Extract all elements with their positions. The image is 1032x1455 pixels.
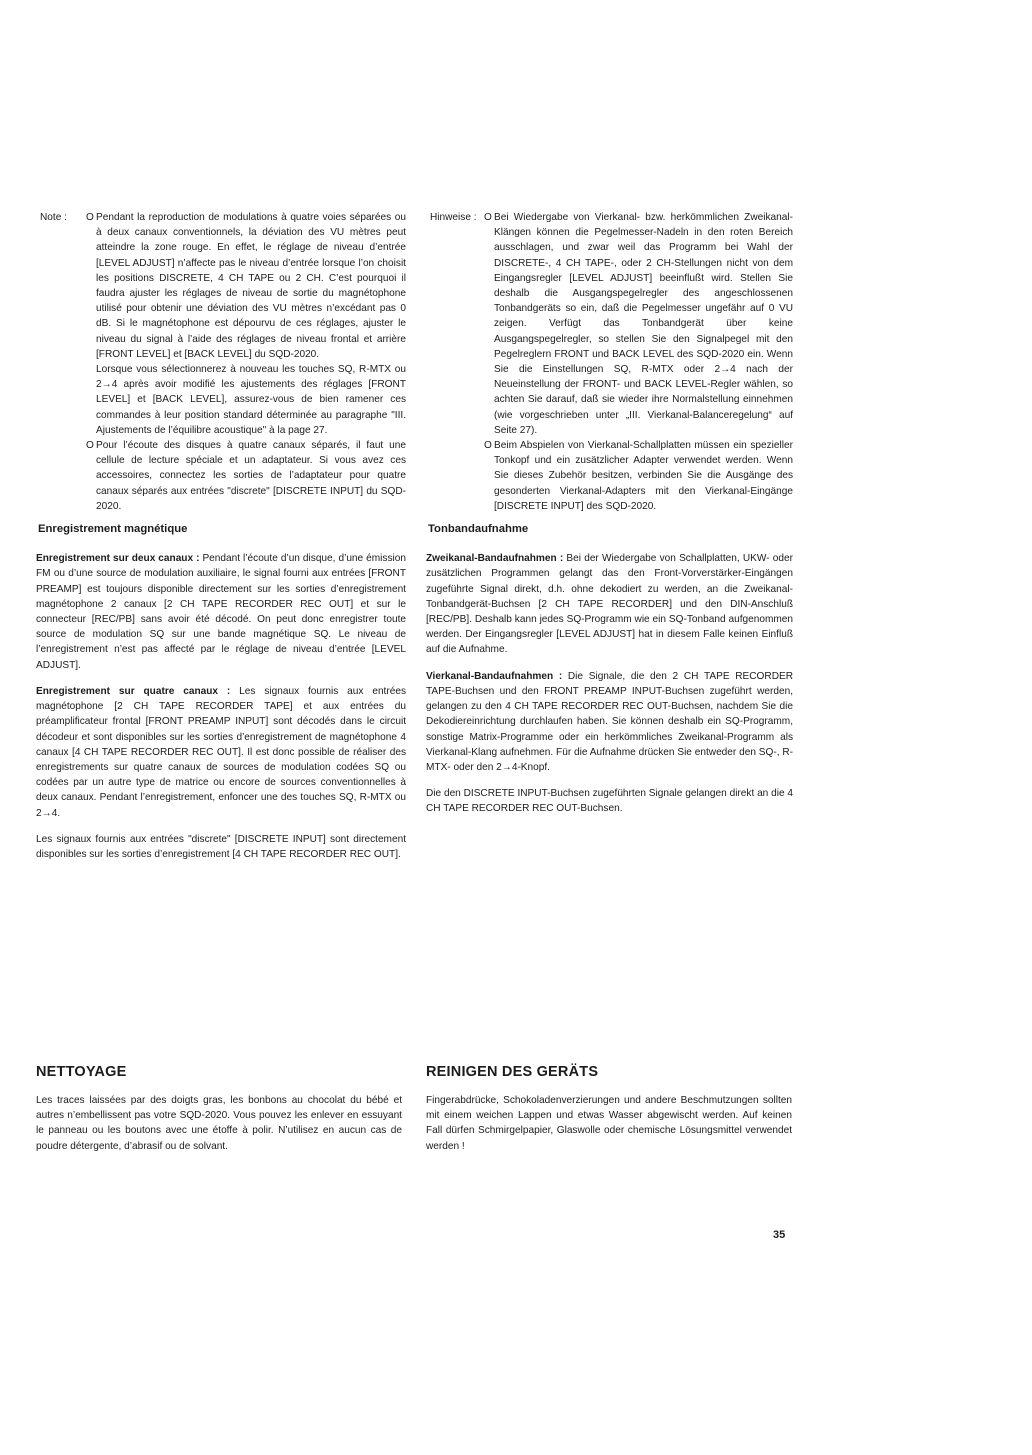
german-rec-discrete: Die den DISCRETE INPUT-Buchsen zugeführten Signale gelangen direkt an die 4 CH TAPE RECORDER REC OUT-Buchsen.: [426, 788, 793, 815]
french-note-block: [36, 210, 406, 514]
german-rec-four-channel: [426, 669, 793, 775]
german-rec-four-text: Die Signale, die den 2 CH TAPE RECORDER TAPE-Buchsen und den FRONT PREAMP INPUT-Buchsen zugeführt werden, gelangen zu den 4 CH TAPE RECORDER REC OUT-Buchsen, nachdem Sie die Dekodiereinrichtung durchlaufen haben. Sie können deshalb ein SQ-Programm, sonstige Matrix-Programme oder ein herkömmliches Zweikanal-Programm als Vierkanal-Klang aufnehmen. Für die Aufnahme drücken Sie entweder den SQ-, R-MTX- oder den 2→4-Knopf.: [426, 670, 793, 773]
french-rec-four-channel: [36, 684, 406, 821]
french-note-bullet-1-extra: Lorsque vous sélectionnerez à nouveau les touches SQ, R-MTX ou 2→4 après avoir modifié les ajustements des réglages [FRONT LEVEL] et [BACK LEVEL], assurez-vous de bien ramener ces commandes à leur position standard déterminée au paragraphe "III. Ajustements de l’équilibre acoustique" à la page 27.: [96, 364, 406, 436]
french-rec-two-lead: Enregistrement sur deux canaux :: [36, 553, 200, 565]
french-rec-two-text: Pendant l’écoute d’un disque, d’une émission FM ou d’une source de modulation auxiliaire, le signal fourni aux entrées [FRONT PREAMP] est toujours disponible directement sur les sorties d’enregistrement magnétophone 2 canaux [2 CH TAPE RECORDER REC OUT] et sur le connecteur [REC/PB] sans avoir été décodé. On peut donc enregistrer toute source de modulation SQ sur une bande magnétique SQ. Le niveau de l’enregistrement n’est pas affecté par le réglage de niveau d’entrée [LEVEL ADJUST].: [36, 553, 406, 671]
french-cleaning-title: NETTOYAGE: [36, 1064, 127, 1080]
bullet-mark: O: [484, 440, 492, 452]
french-rec-two-channel: [36, 551, 406, 673]
german-note-bullet-2: [484, 438, 793, 514]
german-note-block: [426, 210, 793, 514]
french-rec-four-text: Les signaux fournis aux entrées magnétophone [2 CH TAPE RECORDER TAPE] et aux entrées du préamplificateur frontal [FRONT PREAMP INPUT] sont décodés dans le circuit décodeur et sont disponibles sur les sorties d’enregistrement de magnétophone 4 canaux [4 CH TAPE RECORDER REC OUT]. Il est donc possible de réaliser des enregistrements sur quatre canaux de sources de modulation codées SQ ou codées par un autre type de matrice ou encore de sources conventionnelles à deux canaux. Pendant l’enregistrement, enfoncer une des touches SQ, R-MTX ou 2→4.: [36, 685, 406, 819]
french-rec-discrete: Les signaux fournis aux entrées "discrete" [DISCRETE INPUT] sont directement disponibles sur les sorties d’enregistrement [4 CH TAPE RECORDER REC OUT].: [36, 833, 406, 860]
german-column: [426, 210, 793, 828]
page-number: 35: [773, 1229, 786, 1241]
bullet-mark: O: [86, 212, 94, 223]
german-rec-two-lead: Zweikanal-Bandaufnahmen :: [426, 553, 564, 565]
bullet-mark: O: [86, 440, 94, 452]
german-rec-two-channel: [426, 551, 793, 657]
german-note-bullet-1: [484, 210, 793, 438]
german-note-label: Hinweise :: [430, 212, 477, 223]
french-note-bullet-2: [86, 438, 406, 514]
french-note-bullet-1-text: Pendant la reproduction de modulations à quatre voies séparées ou à deux canaux conventionnels, la déviation des VU mètres peut atteindre la zone rouge. En effet, le réglage de niveau d’entrée [LEVEL ADJUST] n’affecte pas le niveau d’entrée lorsque l’on choisit les positions DISCRETE, 4 CH TAPE ou 2 CH. C’est pourquoi il faudra ajuster les réglages de niveau de sortie du magnétophone utilisé pour obtenir une déviation des VU mètres n’excédant pas 0 dB. Si le magnétophone est dépourvu de ces réglages, ajuster le niveau du signal à l’aide des réglages de niveau frontal et arrière [FRONT LEVEL] et [BACK LEVEL] du SQD-2020.: [96, 212, 406, 360]
french-cleaning-text: Les traces laissées par des doigts gras, les bonbons au chocolat du bébé et autres n’embellissent pas votre SQD-2020. Vous pouvez les enlever en essuyant le panneau ou les boutons avec une étoffe à polir. N’utilisez en aucun cas de poudre détergente, d’abrasif ou de solvant.: [36, 1095, 402, 1152]
bullet-mark: O: [484, 212, 492, 223]
french-column: [36, 210, 406, 873]
german-rec-two-text: Bei der Wiedergabe von Schallplatten, UKW- oder zusätzlichen Programmen gelangt das den Front-Vorverstärker-Eingängen zugeführte Signal direkt, d.h. ohne dekodiert zu werden, an die Zweikanal-Tonbandgerät-Buchsen [2 CH TAPE RECORDER] und den DIN-Anschluß [REC/PB]. Deshalb kann jedes SQ-Programm wie ein SQ-Tonband aufgenommen werden. Der Eingangsregler [LEVEL ADJUST] hat in diesem Falle keinen Einfluß auf die Aufnahme.: [426, 553, 793, 656]
french-note-bullet-2-text: Pour l’écoute des disques à quatre canaux séparés, il faut une cellule de lecture spéciale et un adaptateur. Si vous avez ces accessoires, connectez les sorties de l’adaptateur pour quatre canaux séparés aux entrées "discrete" [DISCRETE INPUT] du SQD-2020.: [96, 440, 406, 512]
german-note-bullet-2-text: Beim Abspielen von Vierkanal-Schallplatten müssen ein spezieller Tonkopf und ein zusätzlicher Adapter verwendet werden. Wenn Sie dieses Zubehör besitzen, verbinden Sie die Ausgänge des gesonderten Vierkanal-Adapters mit den Vierkanal-Eingänge [DISCRETE INPUT] des SQD-2020.: [494, 440, 793, 512]
german-note-bullet-1-text: Bei Wiedergabe von Vierkanal- bzw. herkömmlichen Zweikanal-Klängen können die Pegelmesser-Nadeln in den roten Bereich ausschlagen, und zwar weil das Programm bei Wahl der DISCRETE-, 4 CH TAPE-, oder 2 CH-Stellungen nicht von dem Eingangsregler [LEVEL ADJUST] beeinflußt wird. Stellen Sie deshalb die Ausgangspegelregler des angeschlossenen Tonbandgeräts so ein, daß die Pegelmesser ungefähr auf 0 VU zeigen. Verfügt das Tonbandgerät über keine Ausgangspegelregler, so stellen Sie den Signalpegel mit den Pegelreglern FRONT und BACK LEVEL des SQD-2020 ein. Wenn Sie die Einstellungen SQ, R-MTX oder 2→4 nach der Neueinstellung der FRONT- und BACK LEVEL-Regler wählen, so achten Sie darauf, daß sie wieder ihre Normalstellung einnehmen (wie vorgeschrieben unter „III. Vierkanal-Balanceregelung“ auf Seite 27).: [494, 212, 793, 436]
french-rec-four-lead: Enregistrement sur quatre canaux :: [36, 685, 231, 697]
german-cleaning-text: Fingerabdrücke, Schokoladenverzierungen und andere Beschmutzungen sollten mit einem weichen Lappen und etwas Wasser abgewischt werden. Auf keinen Fall dürfen Schmirgelpapier, Glaswolle oder chemische Lösungsmittel verwendet werden !: [426, 1095, 792, 1152]
german-recording-title: Tonbandaufnahme: [428, 523, 529, 536]
german-rec-four-lead: Vierkanal-Bandaufnahmen :: [426, 670, 563, 682]
french-note-label: Note :: [40, 212, 67, 223]
german-cleaning-title: REINIGEN DES GERÄTS: [426, 1064, 599, 1080]
french-recording-title: Enregistrement magnétique: [38, 523, 188, 536]
french-note-bullet-1: [86, 210, 406, 438]
